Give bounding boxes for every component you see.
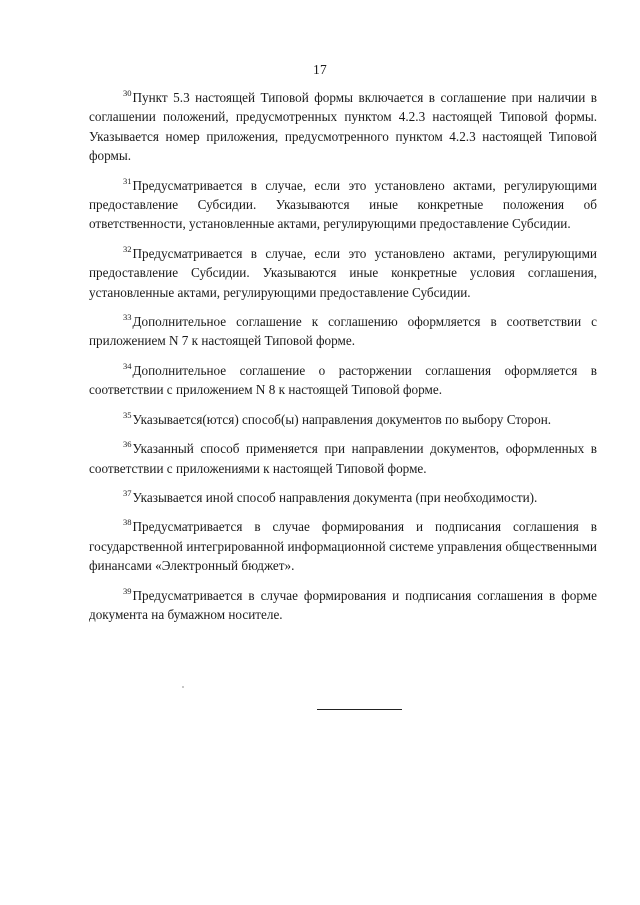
- footnote-marker: 30: [123, 88, 132, 98]
- footnote-text: Предусматривается в случае, если это установлено актами, регулирующими предоставление Субсидии. Указываются иные конкретные условия соглашения, установленные актами, регулирующими предоставление Субсидии.: [89, 245, 597, 300]
- footnote-35: [89, 410, 597, 429]
- footnote-marker: 39: [123, 585, 132, 596]
- footnote-text: Указывается(ются) способ(ы) направления документов по выбору Сторон.: [132, 411, 552, 427]
- footnote-34: [89, 361, 597, 400]
- footnote-marker: 37: [123, 487, 132, 498]
- page-number: 17: [312, 62, 328, 77]
- footnote-39: [89, 586, 597, 625]
- footnote-text: Предусматривается в случае формирования и подписания соглашения в государственной интегрированной информационной системе управления общественными финансами «Электронный бюджет».: [89, 519, 597, 574]
- footnote-text: Предусматривается в случае, если это установлено актами, регулирующими предоставление Субсидии. Указываются иные конкретные положения об ответственности, установленные актами, регулирующими предоставление Субсидии.: [89, 177, 597, 232]
- footnote-37: [89, 488, 597, 507]
- footnotes-list: [89, 88, 597, 634]
- footnote-30: [89, 88, 597, 166]
- footnote-32: [89, 244, 597, 302]
- end-rule-divider: [317, 709, 402, 710]
- footnote-36: [89, 439, 597, 478]
- footnote-text: Дополнительное соглашение к соглашению оформляется в соответствии с приложением N 7 к настоящей Типовой форме.: [89, 314, 597, 349]
- footnote-marker: 31: [123, 175, 132, 186]
- footnote-marker: 33: [123, 312, 132, 323]
- scan-speck: [182, 686, 184, 688]
- footnote-marker: 35: [123, 409, 132, 420]
- footnote-33: [89, 312, 597, 351]
- footnote-text: Предусматривается в случае формирования и подписания соглашения в форме документа на бумажном носителе.: [89, 587, 597, 622]
- footnote-38: [89, 517, 597, 575]
- footnote-text: Указанный способ применяется при направлении документов, оформленных в соответствии с приложениями к настоящей Типовой форме.: [89, 441, 597, 476]
- footnote-text: Дополнительное соглашение о расторжении соглашения оформляется в соответствии с приложением N 8 к настоящей Типовой форме.: [89, 362, 597, 398]
- footnote-marker: 36: [123, 439, 132, 450]
- footnote-marker: 34: [123, 360, 132, 371]
- footnote-text: Указывается иной способ направления документа (при необходимости).: [132, 489, 538, 505]
- footnote-marker: 32: [123, 243, 132, 254]
- footnote-text: Пункт 5.3 настоящей Типовой формы включается в соглашение при наличии в соглашении положений, предусмотренных пунктом 4.2.3 настоящей Типовой формы. Указывается номер приложения, предусмотренного пунктом 4.2.3 настоящей Типовой формы.: [89, 90, 597, 164]
- footnote-marker: 38: [123, 517, 132, 528]
- footnote-31: [89, 176, 597, 234]
